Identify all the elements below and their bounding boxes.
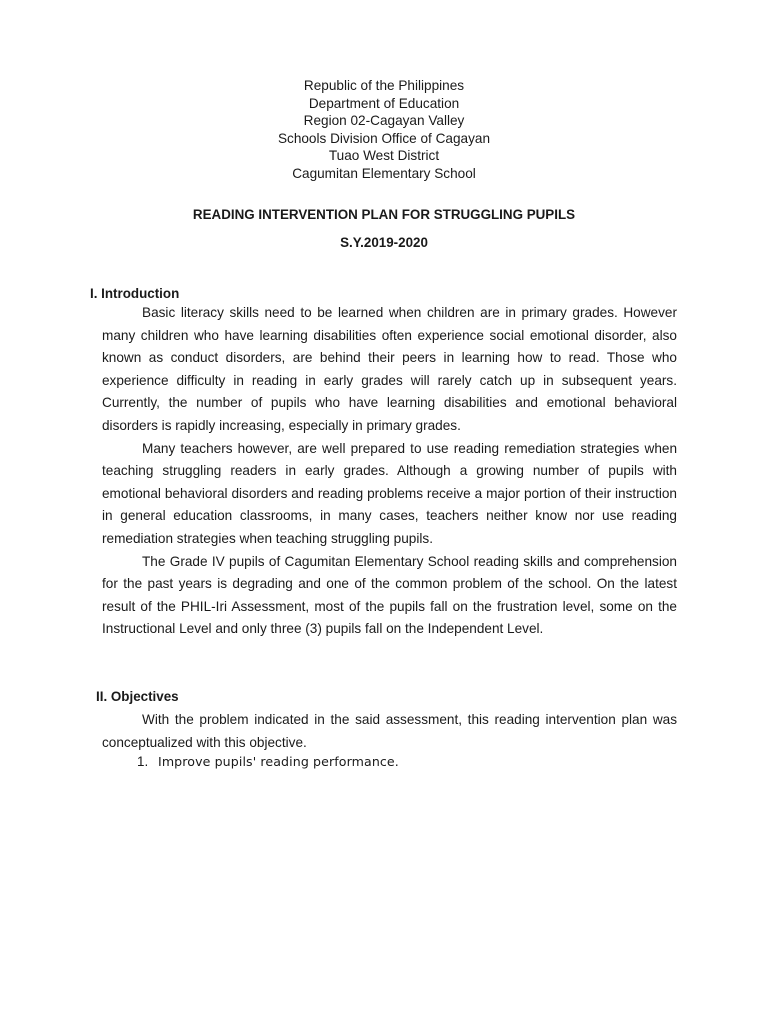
letterhead-district: Tuao West District bbox=[328, 148, 440, 163]
letterhead-region: Region 02-Cagayan Valley bbox=[303, 113, 465, 128]
objective-number: 1. bbox=[137, 754, 149, 769]
letterhead-school: Cagumitan Elementary School bbox=[292, 165, 476, 181]
objectives-paragraph: With the problem indicated in the said assessment, this reading intervention plan was conceptualized with this objective. bbox=[102, 712, 677, 750]
letterhead bbox=[0, 77, 768, 182]
document-title: READING INTERVENTION PLAN FOR STRUGGLING PUPILS bbox=[192, 207, 576, 222]
introduction-paragraph: The Grade IV pupils of Cagumitan Elementary School reading skills and comprehension for the past years is degrading and one of the common problem of the school. On the latest result of the PHIL-Iri Assessment, most of the pupils fall on the frustration level, some on the Instructional Level and only three (3) pupils fall on the Independent Level. bbox=[102, 553, 677, 637]
letterhead-country: Republic of the Philippines bbox=[303, 78, 465, 93]
introduction-paragraph: Basic literacy skills need to be learned when children are in primary grades. However many children who have learning disabilities often experience social emotional disorder, also known as conduct disorders, are behind their peers in learning how to read. Those who experience difficulty in reading in early grades will rarely catch up in subsequent years. Currently, the number of pupils who have learning disabilities and emotional behavioral disorders is rapidly increasing, especially in primary grades. bbox=[102, 305, 677, 433]
introduction-paragraph: Many teachers however, are well prepared to use reading remediation strategies when teaching struggling readers in early grades. Although a growing number of pupils with emotional behavioral disorders and reading problems receive a major portion of their instruction in general education classrooms, in many cases, teachers neither know nor use reading remediation strategies when teaching struggling pupils. bbox=[102, 440, 677, 546]
letterhead-department: Department of Education bbox=[308, 95, 460, 111]
objectives-heading: II. Objectives bbox=[96, 689, 179, 704]
school-year: S.Y.2019-2020 bbox=[340, 235, 428, 250]
objectives-body bbox=[102, 709, 677, 754]
objective-text: Improve pupils' reading performance. bbox=[158, 754, 399, 769]
introduction-heading: I. Introduction bbox=[90, 286, 180, 301]
letterhead-division: Schools Division Office of Cagayan bbox=[277, 130, 491, 146]
objective-list-item bbox=[137, 754, 399, 769]
introduction-body bbox=[102, 302, 677, 641]
